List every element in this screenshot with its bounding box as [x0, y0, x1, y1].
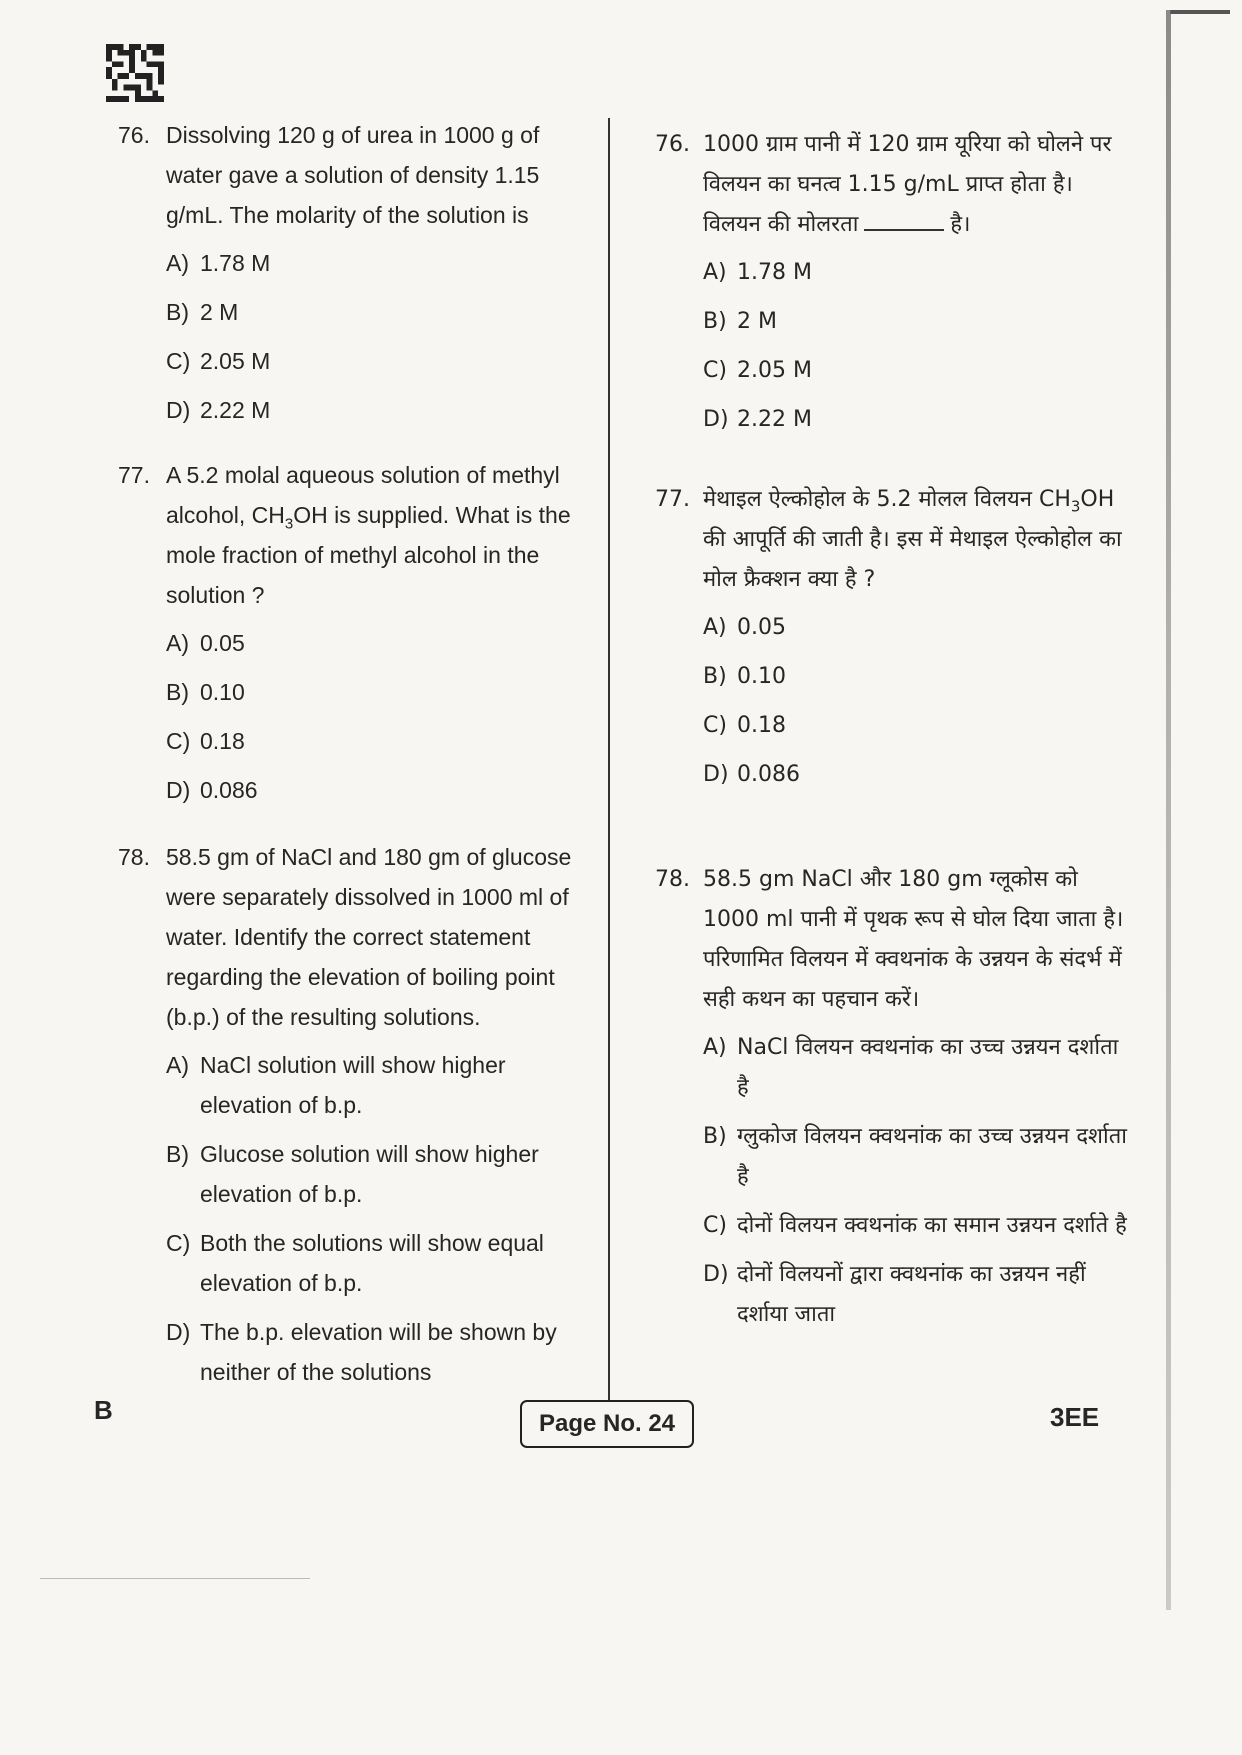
option-label: A) [166, 1052, 189, 1078]
option-text: 2.05 M [737, 358, 812, 383]
option-label: A) [166, 630, 189, 656]
option-text: 2.05 M [200, 348, 271, 374]
question-number: 78. [118, 844, 150, 870]
paper-code: 3EE [1050, 1402, 1100, 1432]
option-d [655, 755, 1135, 795]
question-number: 77. [118, 462, 150, 488]
option-label: A) [166, 250, 189, 276]
option-d [118, 390, 598, 430]
option-b [118, 1134, 598, 1214]
option-text: 2.22 M [200, 397, 271, 423]
question-body-pre: A 5.2 molal aqueous solution of methyl alcohol, CH [166, 462, 560, 528]
option-label: D) [703, 407, 729, 432]
column-divider [608, 118, 610, 1418]
option-text: 2 M [737, 309, 777, 334]
option-c [118, 1223, 598, 1303]
option-c [655, 1206, 1135, 1246]
page-number-box: Page No. 24 [520, 1400, 694, 1448]
option-label: A) [703, 1035, 727, 1060]
question-body: 58.5 gm NaCl और 180 gm ग्लूकोस को 1000 ml पानी में पृथक रूप से घोल दिया जाता है। परिणामित विलयन में क्वथनांक के उन्नयन के संदर्भ में सही कथन का पहचान करें। [703, 867, 1124, 1012]
option-b [655, 302, 1135, 342]
option-b [655, 657, 1135, 697]
question-number: 77. [655, 487, 690, 512]
option-label: B) [703, 309, 727, 334]
option-label: A) [703, 260, 727, 285]
scan-line [40, 1578, 310, 1579]
option-text: Glucose solution will show higher elevation of b.p. [200, 1141, 539, 1207]
option-text: ग्लुकोज विलयन क्वथनांक का उच्च उन्नयन दर्शाता है [737, 1124, 1127, 1189]
option-d [655, 400, 1135, 440]
question-78-hi [655, 860, 1135, 1344]
question-body: Dissolving 120 g of urea in 1000 g of water gave a solution of density 1.15 g/mL. The molarity of the solution is [166, 122, 540, 228]
option-d [118, 1312, 598, 1392]
option-label: B) [166, 679, 189, 705]
option-label: C) [703, 358, 727, 383]
subscript: 3 [1070, 497, 1081, 516]
options-list [655, 1028, 1135, 1335]
option-text: 0.18 [737, 713, 786, 738]
question-text [655, 860, 1135, 1020]
option-b [118, 672, 598, 712]
option-d [118, 770, 598, 810]
option-text: दोनों विलयन क्वथनांक का समान उन्नयन दर्शाते है [737, 1213, 1127, 1238]
qr-code-icon [106, 44, 164, 102]
option-label: D) [166, 777, 191, 803]
option-label: C) [703, 1213, 727, 1238]
option-label: B) [166, 299, 189, 325]
option-a [655, 1028, 1135, 1108]
question-number: 78. [655, 867, 690, 892]
booklet-set-letter: B [94, 1395, 113, 1425]
option-label: D) [166, 1319, 191, 1345]
option-text: 0.086 [737, 762, 800, 787]
question-76-hi [655, 125, 1135, 449]
question-text [118, 837, 598, 1037]
option-c [655, 351, 1135, 391]
option-text: 0.10 [200, 679, 245, 705]
option-label: C) [166, 728, 191, 754]
option-label: C) [703, 713, 727, 738]
options-list [118, 1045, 598, 1392]
option-text: 2 M [200, 299, 239, 325]
question-body-post: OH is supplied. What is the mole fraction of methyl alcohol in the solution ? [166, 502, 571, 608]
option-label: B) [166, 1141, 189, 1167]
question-78-en [118, 837, 598, 1401]
option-text: Both the solutions will show equal elevation of b.p. [200, 1230, 544, 1296]
subscript: 3 [284, 515, 294, 533]
question-body-pre: मेथाइल ऐल्कोहोल के 5.2 मोलल विलयन CH [703, 487, 1071, 512]
option-c [655, 706, 1135, 746]
option-text: 0.05 [200, 630, 245, 656]
question-number: 76. [118, 122, 150, 148]
option-a [655, 253, 1135, 293]
options-list [655, 253, 1135, 440]
option-text: 2.22 M [737, 407, 812, 432]
option-text: दोनों विलयनों द्वारा क्वथनांक का उन्नयन नहीं दर्शाया जाता [737, 1262, 1086, 1327]
question-text [118, 455, 598, 615]
options-list [118, 243, 598, 430]
question-text [655, 125, 1135, 245]
option-text: NaCl solution will show higher elevation of b.p. [200, 1052, 506, 1118]
options-list [655, 608, 1135, 795]
option-text: NaCl विलयन क्वथनांक का उच्च उन्नयन दर्शाता है [737, 1035, 1119, 1100]
question-body-pre: 1000 ग्राम पानी में 120 ग्राम यूरिया को घोलने पर विलयन का घनत्व 1.15 g/mL प्राप्त होता है। विलयन की मोलरता [703, 132, 1112, 237]
option-text: 0.05 [737, 615, 786, 640]
question-body: 58.5 gm of NaCl and 180 gm of glucose were separately dissolved in 1000 ml of water. Identify the correct statement regarding the elevation of boiling point (b.p.) of the resulting solutions. [166, 844, 572, 1030]
option-label: B) [703, 1124, 727, 1149]
option-d [655, 1255, 1135, 1335]
option-label: D) [703, 1262, 729, 1287]
option-c [118, 721, 598, 761]
option-b [118, 292, 598, 332]
scan-edge-right [1166, 10, 1171, 1610]
option-text: 1.78 M [200, 250, 271, 276]
option-label: D) [166, 397, 191, 423]
option-b [655, 1117, 1135, 1197]
option-text: 0.086 [200, 777, 258, 803]
question-76-en [118, 115, 598, 439]
option-label: C) [166, 348, 191, 374]
option-text: 0.10 [737, 664, 786, 689]
question-77-en [118, 455, 598, 819]
option-label: B) [703, 664, 727, 689]
question-text [118, 115, 598, 235]
option-label: C) [166, 1230, 191, 1256]
option-label: A) [703, 615, 727, 640]
question-body-post: है। [950, 212, 971, 237]
option-label: D) [703, 762, 729, 787]
scan-edge-top [1170, 10, 1230, 14]
question-number: 76. [655, 132, 690, 157]
option-text: 0.18 [200, 728, 245, 754]
option-a [118, 1045, 598, 1125]
option-a [655, 608, 1135, 648]
answer-blank [864, 229, 944, 231]
question-text [655, 480, 1135, 600]
option-a [118, 243, 598, 283]
option-text: 1.78 M [737, 260, 812, 285]
question-body-post: OH की आपूर्ति की जाती है। इस में मेथाइल ऐल्कोहोल का मोल फ्रैक्शन क्या है ? [703, 487, 1122, 592]
option-text: The b.p. elevation will be shown by neither of the solutions [200, 1319, 557, 1385]
options-list [118, 623, 598, 810]
option-c [118, 341, 598, 381]
option-a [118, 623, 598, 663]
question-77-hi [655, 480, 1135, 804]
